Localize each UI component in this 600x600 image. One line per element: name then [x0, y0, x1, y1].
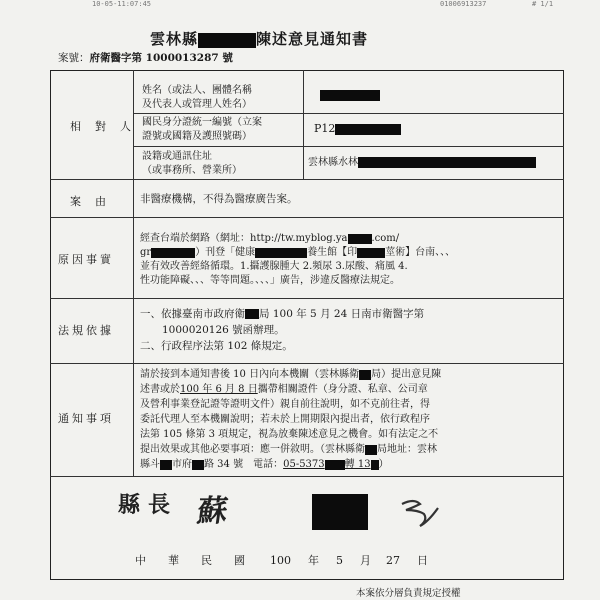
notice-text: 請於接到本通知書後 10 日內向本機關（雲林縣衛 局）提出意見陳 述書或於100 年 6 月 8 日攜帶相關證件（身分證、私章、公司章 及營利事業登記證等證明文件）親自前往說明，如不克前往者，得 委託代理人至本機關說明；若未於上開期限內提出者，依行政程序 法第 105 條第 3 項規定，視為放棄陳述意見之機會。如有法定之不 提出效果或其他必要事項：應一併敘明。（雲林縣衛 局地址：雲林 縣斗 市府 路 34 號 電話：05-5373 轉 13 ）	[140, 369, 442, 470]
redacted-signature	[312, 494, 368, 530]
page-title: 雲林縣 陳述意見通知書	[150, 30, 369, 48]
footer-note: 本案依分層負責規定授權	[356, 588, 461, 599]
redaction	[358, 157, 536, 168]
id-field-label: 國民身分證統一編號（立案 證號或國籍及護照號碼）	[142, 117, 262, 142]
case-text: 非醫療機構，不得為醫療廣告案。	[140, 193, 298, 205]
redaction	[192, 460, 204, 470]
redaction	[371, 460, 379, 470]
redaction	[160, 460, 172, 470]
address-field-label: 設籍或通訊住址 （或事務所、營業所）	[142, 151, 242, 176]
legal-basis-label: 法規依據	[58, 324, 114, 337]
respondent-label: 相對人	[70, 120, 145, 133]
row-divider	[50, 217, 564, 218]
redaction	[151, 248, 195, 258]
fax-timestamp: 10-05-11:07:45	[92, 0, 152, 8]
column-divider	[303, 70, 304, 179]
name-field-label: 姓名（或法人、團體名稱 及代表人或管理人姓名）	[142, 85, 252, 110]
fax-number: 01006913237	[440, 0, 487, 8]
fax-header	[0, 0, 600, 10]
redaction	[198, 33, 256, 48]
mayor-title: 縣長	[118, 492, 179, 518]
redacted-name	[320, 90, 380, 101]
redaction	[365, 445, 377, 455]
deadline-date: 100 年 6 月 8 日	[180, 384, 258, 395]
id-value: P12	[314, 122, 401, 136]
row-divider	[50, 476, 564, 477]
redaction	[255, 248, 307, 258]
redaction	[245, 309, 259, 319]
row-divider	[133, 113, 564, 114]
row-divider	[50, 363, 564, 364]
row-divider	[50, 179, 564, 180]
redaction	[325, 460, 345, 470]
fax-page: # 1/1	[532, 0, 554, 8]
signature-flourish	[398, 496, 442, 536]
address-value: 雲林縣水林	[308, 156, 536, 170]
redaction	[359, 370, 371, 380]
redaction	[348, 234, 372, 244]
row-divider	[133, 146, 564, 147]
issue-date: 中 華 民 國 100 年 5 月 27 日	[135, 554, 428, 567]
reason-text: 經查台端於網路（網址：http://tw.myblog.ya .com/ gr ）刊登「健康 養生館【印 莖術】台南、、、 並有效改善經絡循環。1.攝護腺腫大 2.頻尿 3.尿酸、痛風 4. 性功能障礙、、、等等問題。、、、」廣告，涉違反醫療法規定。	[140, 233, 456, 286]
case-label: 案由	[70, 195, 120, 208]
legal-text: 一、依據臺南市政府衛 局 100 年 5 月 24 日南市衛醫字第 1000020126 號函辦理。 二、行政程序法第 102 條規定。	[140, 308, 425, 352]
flourish-stroke-icon	[398, 496, 442, 530]
reason-label: 原因事實	[58, 253, 114, 266]
notice-label: 通知事項	[58, 412, 114, 425]
case-number: 案號：府衛醫字第 1000013287 號	[58, 52, 233, 64]
redaction	[335, 124, 401, 135]
mayor-signature: 蘇	[195, 494, 230, 529]
redaction	[357, 248, 385, 258]
row-divider	[50, 298, 564, 299]
